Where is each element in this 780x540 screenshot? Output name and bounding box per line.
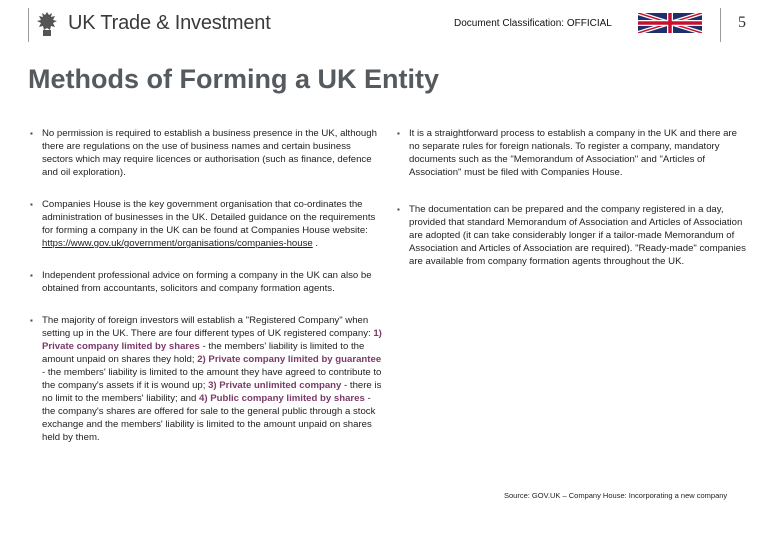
royal-crest-icon xyxy=(34,10,60,38)
left-column xyxy=(30,127,382,463)
square-bullet-icon: ▪ xyxy=(397,205,400,214)
square-bullet-icon: ▪ xyxy=(30,271,33,280)
brand-divider xyxy=(28,8,29,42)
page-number-divider xyxy=(720,8,721,42)
page-number: 5 xyxy=(738,14,746,31)
list-item xyxy=(30,127,382,179)
square-bullet-icon: ▪ xyxy=(397,129,400,138)
companies-house-link[interactable]: https://www.gov.uk/government/organisations/companies-house xyxy=(42,238,313,249)
list-item xyxy=(30,314,382,444)
list-item-text: Independent professional advice on forming a company in the UK can also be obtained from accountants, solicitors and company formation agents. xyxy=(42,270,372,294)
list-item-text: The majority of foreign investors will establish a "Registered Company" when setting up in the UK. There are four different types of UK registered company: xyxy=(42,315,374,339)
list-item-text: - the members' liability is limited to the amount they have agreed to contribute to the company's assets if it is wound up; xyxy=(42,367,382,391)
link-trailing-text: . xyxy=(312,238,319,249)
right-column xyxy=(397,127,749,292)
company-type-highlight: 1) Private company limited by shares xyxy=(42,328,382,352)
list-item-text: No permission is required to establish a business presence in the UK, although there are regulations on the use of business names and certain business sectors which may require licences or authorisation (such as finance, defence and oil exploration). xyxy=(42,128,377,178)
company-type-highlight: 4) Public company limited by shares xyxy=(199,393,365,404)
list-item xyxy=(397,203,749,268)
square-bullet-icon: ▪ xyxy=(30,200,33,209)
list-item xyxy=(397,127,749,179)
list-item xyxy=(30,198,382,250)
page-title: Methods of Forming a UK Entity xyxy=(28,64,439,94)
list-item-text: - the company's shares are offered for sale to the general public through a stock exchange and the members' liability is limited to the amount unpaid on shares held by them. xyxy=(42,393,376,443)
union-flag-icon xyxy=(638,13,702,33)
list-item-text: Companies House is the key government organisation that co-ordinates the administration of businesses in the UK. Detailed guidance on the requirements for forming a company in the UK can be found at Companies House website: xyxy=(42,199,376,236)
list-item xyxy=(30,269,382,295)
source-citation: Source: GOV.UK – Company House: Incorporating a new company xyxy=(504,491,728,500)
square-bullet-icon: ▪ xyxy=(30,129,33,138)
square-bullet-icon: ▪ xyxy=(30,316,33,325)
company-type-highlight: 3) Private unlimited company xyxy=(208,380,342,391)
brand-name: UK Trade & Investment xyxy=(68,12,271,34)
list-item-text: - the members' liability is limited to the amount unpaid on shares they hold; xyxy=(42,341,365,365)
list-item-text: It is a straightforward process to establish a company in the UK and there are no separate rules for foreign nationals. To register a company, mandatory documents such as the "Memorandum of Association" and "Articles of Association" must be filed with Companies House. xyxy=(409,128,737,178)
header xyxy=(0,0,780,50)
list-item-text: The documentation can be prepared and the company registered in a day, provided that standard Memorandum of Association and Articles of Association are adopted (it can take considerably longer if a tailor-made Memorandum of Association and Articles of Association are required). "Ready-made" companies are available from company formation agents throughout the UK. xyxy=(409,204,746,267)
document-classification: Document Classification: OFFICIAL xyxy=(454,18,612,29)
company-type-highlight: 2) Private company limited by guarantee xyxy=(197,354,382,365)
list-item-text: - there is no limit to the members' liability; and xyxy=(42,380,382,404)
